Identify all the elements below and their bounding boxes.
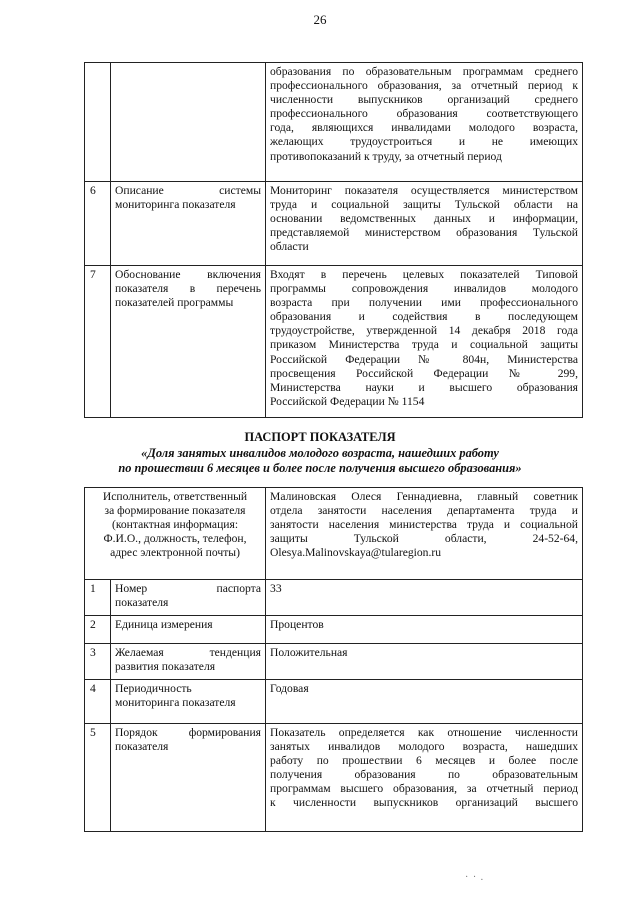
row-number: 4 — [85, 680, 111, 724]
text-line: возраста при получении ими профессионального — [270, 296, 578, 310]
label-line: Ф.И.О., должность, телефон, — [103, 532, 247, 546]
label-line: Описание системы — [115, 184, 261, 197]
table-row — [85, 724, 583, 832]
row-text — [266, 680, 583, 724]
row-label — [111, 63, 266, 182]
text-line: к численности выпускников организаций высшего — [270, 796, 579, 810]
label-line: (контактная информация: — [111, 518, 239, 532]
text-line: программам высшего образования, за отчетный период — [270, 782, 579, 796]
table-row — [85, 63, 583, 182]
label-line: Желаемая тенденция — [115, 646, 262, 659]
row-label — [111, 266, 266, 418]
table-row — [85, 580, 583, 616]
executor-value — [266, 488, 583, 580]
row-label — [111, 680, 266, 724]
text-line: трудоустройстве, утвержденной 14 декабря 2018 года — [270, 324, 578, 338]
row-label — [111, 580, 266, 616]
table-row — [85, 182, 583, 266]
row-number: 3 — [85, 644, 111, 680]
text-line: Годовая — [270, 682, 309, 695]
row-text — [266, 616, 583, 644]
row-text — [266, 644, 583, 680]
label-line: показателей программы — [115, 296, 234, 310]
row-text — [266, 266, 583, 418]
text-line: Малиновская Олеся Геннадиевна, главный советник — [270, 490, 579, 503]
row-text — [266, 63, 583, 182]
row-number: 6 — [85, 182, 111, 266]
text-line: просвещения Российской Федерации № 299, — [270, 366, 578, 380]
text-line: образования по образовательным программам среднего — [270, 65, 578, 78]
label-line: показателя — [115, 596, 169, 610]
row-number: 1 — [85, 580, 111, 616]
passport-heading: ПАСПОРТ ПОКАЗАТЕЛЯ — [244, 430, 396, 444]
text-line: Мониторинг показателя осуществляется министерством — [270, 184, 578, 197]
row-label — [111, 616, 266, 644]
text-line: года, являющихся инвалидами молодого возраста, — [270, 121, 578, 135]
text-line: Показатель определяется как отношение численности — [270, 726, 579, 739]
passport-subtitle-line: по прошествии 6 месяцев и более после получения высшего образования» — [118, 461, 522, 475]
text-line: Положительная — [270, 646, 348, 659]
row-text — [266, 580, 583, 616]
label-line: Периодичность — [115, 682, 192, 695]
label-line: адрес электронной почты) — [110, 546, 240, 560]
text-line: численности выпускников организаций среднего — [270, 93, 578, 107]
table-row — [85, 644, 583, 680]
label-line: за формирование показателя — [104, 504, 246, 518]
text-line: области — [270, 240, 309, 254]
label-line: Исполнитель, ответственный — [102, 490, 248, 503]
text-line: защиты Тульской области, 24-52-64, — [270, 532, 579, 546]
text-line: Входят в перечень целевых показателей Типовой — [270, 268, 578, 281]
label-line: Единица измерения — [115, 618, 213, 631]
text-line: профессионального образования, за отчетный период к — [270, 79, 578, 93]
text-line: Российской Федерации № 1154 — [270, 394, 425, 408]
text-line: основании ведомственных данных и информации, — [270, 212, 578, 226]
scan-mark: · · . — [465, 872, 485, 883]
row-label — [111, 724, 266, 832]
text-line: получения образования по образовательным — [270, 768, 579, 782]
text-line: желающих трудоустроиться и не имеющих — [270, 135, 578, 149]
executor-label — [85, 488, 266, 580]
text-line: представляемой министерством образования Тульской — [270, 226, 578, 240]
text-line: Процентов — [270, 618, 324, 631]
table-row — [85, 680, 583, 724]
row-label — [111, 644, 266, 680]
row-number: 7 — [85, 266, 111, 418]
text-line: занятости населения министерства труда и социальной — [270, 518, 579, 532]
text-line: 33 — [270, 582, 282, 595]
passport-subtitle-line: «Доля занятых инвалидов молодого возраста, нашедших работу — [141, 446, 499, 460]
label-line: развития показателя — [115, 660, 216, 674]
text-line: противопоказаний к труду, за отчетный период — [270, 149, 502, 163]
text-line: Министерства науки и высшего образования — [270, 380, 578, 394]
row-text — [266, 182, 583, 266]
text-line: приказом Министерства труда и социальной защиты — [270, 338, 578, 352]
text-line: занятых инвалидов молодого возраста, нашедших — [270, 740, 579, 754]
table-row — [85, 488, 583, 580]
row-number: 5 — [85, 724, 111, 832]
label-line: мониторинга показателя — [115, 696, 236, 710]
text-line: профессионального образования соответствующего — [270, 107, 578, 121]
text-line: труда и социальной защиты Тульской области на — [270, 198, 578, 212]
row-label — [111, 182, 266, 266]
label-line: показателя в перечень — [115, 282, 261, 296]
label-line: Порядок формирования — [115, 726, 262, 739]
text-line: Российской Федерации № 804н, Министерства — [270, 352, 578, 366]
label-line: мониторинга показателя — [115, 198, 236, 212]
row-number — [85, 63, 111, 182]
table-row — [85, 616, 583, 644]
text-line: работу по прошествии 6 месяцев и более после — [270, 754, 579, 768]
indicator-table-continued — [84, 62, 583, 418]
text-line: образования и содействия в последующем — [270, 310, 578, 324]
row-number: 2 — [85, 616, 111, 644]
passport-table — [84, 487, 583, 832]
table-row — [85, 266, 583, 418]
text-line: программы сопровождения инвалидов молодого — [270, 282, 578, 296]
label-line: Номер паспорта — [115, 582, 262, 595]
label-line: показателя — [115, 740, 169, 754]
label-line: Обоснование включения — [115, 268, 261, 281]
text-line: Olesya.Malinovskaya@tularegion.ru — [270, 546, 442, 560]
text-line: отдела занятости населения департамента труда и — [270, 504, 579, 518]
page-number: 26 — [313, 12, 327, 27]
row-text — [266, 724, 583, 832]
